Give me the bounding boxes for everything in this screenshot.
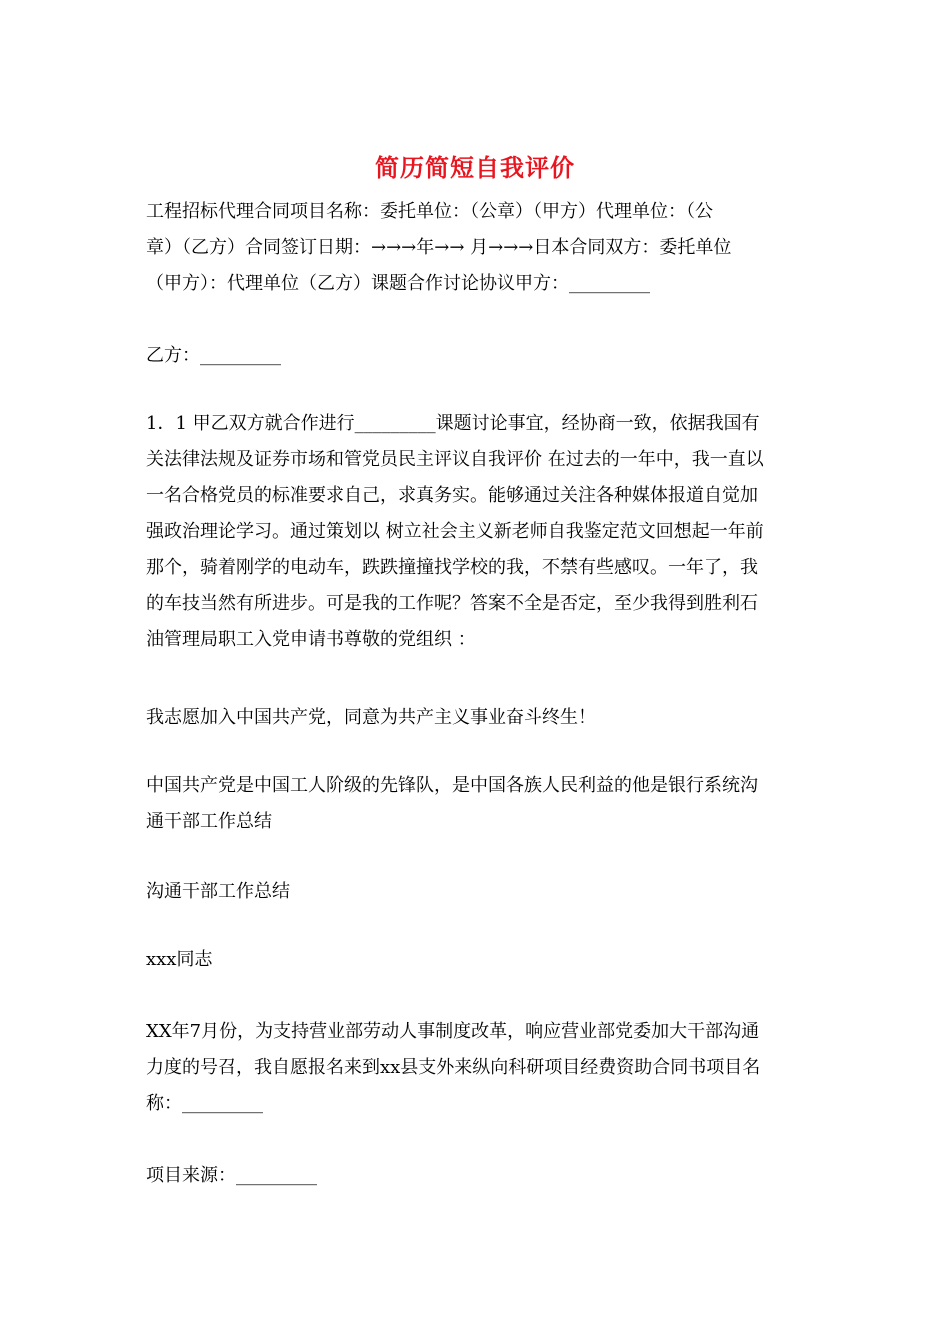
text-line: 那个，骑着刚学的电动车，跌跌撞撞找学校的我，不禁有些感叹。一年了，我 (146, 557, 758, 578)
paragraph-pledge (146, 700, 816, 736)
text-line: 工程招标代理合同项目名称：委托单位：（公章）（甲方）代理单位：（公 (146, 201, 713, 222)
paragraph-contract-header (146, 194, 816, 302)
text-line: 一名合格党员的标准要求自己，求真务实。能够通过关注各种媒体报道自觉加 (146, 485, 758, 506)
text-line: XX年7月份，为支持营业部劳动人事制度改革，响应营业部党委加大干部沟通 (146, 1021, 760, 1042)
text-line: 通干部工作总结 (146, 811, 272, 832)
text-line: 中国共产党是中国工人阶级的先锋队，是中国各族人民利益的他是银行系统沟 (146, 775, 758, 796)
paragraph-comrade (146, 942, 816, 978)
text-line: 的车技当然有所进步。可是我的工作呢？答案不全是否定，至少我得到胜利石 (146, 593, 758, 614)
text-line: xxx同志 (146, 949, 213, 970)
text-line: 沟通干部工作总结 (146, 881, 290, 902)
document-title: 简历简短自我评价 (375, 153, 575, 182)
text-line: 我志愿加入中国共产党，同意为共产主义事业奋斗终生！ (146, 707, 596, 728)
paragraph-party-b (146, 338, 816, 374)
paragraph-party-description (146, 768, 816, 840)
text-line: 项目来源：_________ (146, 1165, 317, 1186)
text-line: 称：_________ (146, 1093, 263, 1114)
text-line: 力度的号召，我自愿报名来到xx县支外来纵向科研项目经费资助合同书项目名 (146, 1057, 761, 1078)
text-line: 关法律法规及证券市场和管党员民主评议自我评价 在过去的一年中，我一直以 (146, 449, 764, 470)
paragraph-summary-heading (146, 874, 816, 910)
text-line: （甲方）：代理单位（乙方）课题合作讨论协议甲方：_________ (146, 273, 650, 294)
paragraph-project-source (146, 1158, 816, 1194)
text-line: 章）（乙方）合同签订日期：→→→年→→ 月→→→日本合同双方：委托单位 (146, 237, 732, 258)
text-line: 乙方：_________ (146, 345, 281, 366)
text-line: 1．1 甲乙双方就合作进行_________课题讨论事宜，经协商一致，依据我国有 (146, 413, 760, 434)
paragraph-body-main (146, 406, 816, 658)
text-line: 强政治理论学习。通过策划以 树立社会主义新老师自我鉴定范文回想起一年前 (146, 521, 764, 542)
text-line: 油管理局职工入党申请书尊敬的党组织 ： (146, 629, 476, 650)
paragraph-july-report (146, 1014, 816, 1122)
